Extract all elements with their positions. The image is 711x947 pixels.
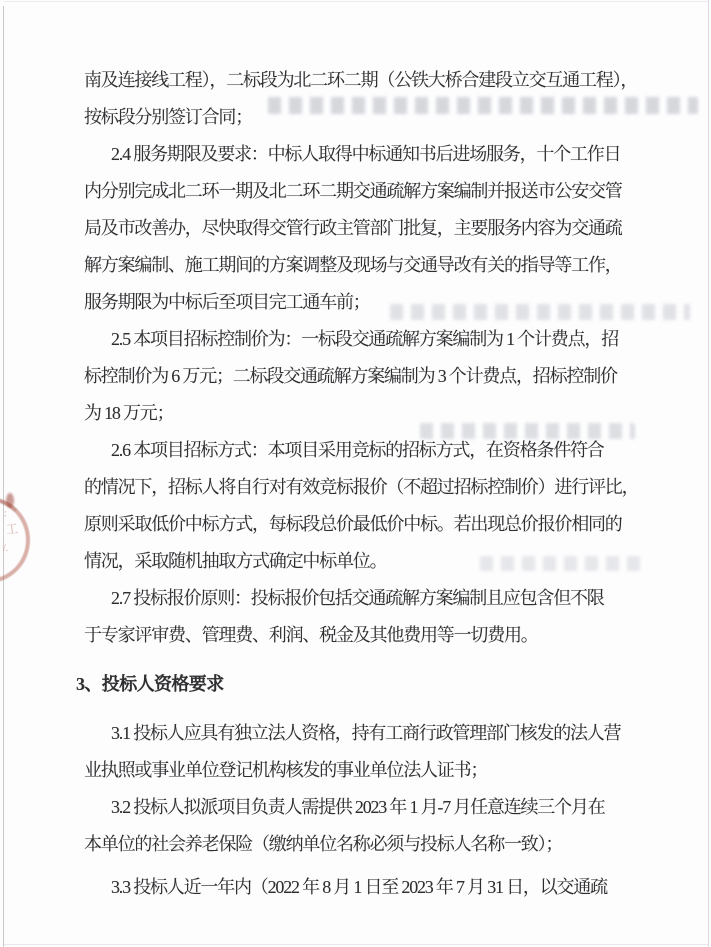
text-line: 为 18 万元； xyxy=(84,403,174,423)
text-line: 情况，采取随机抽取方式确定中标单位。 xyxy=(84,551,387,571)
document-body xyxy=(76,62,684,906)
scan-edge-left xyxy=(3,6,4,947)
text-line: 业执照或事业单位登记机构核发的事业单位法人证书； xyxy=(84,760,488,780)
text-line: 南及连接线工程），二标段为北二环二期（公铁大桥合建段立交互通工程）， xyxy=(84,70,638,90)
text-line: 局及市改善办，尽快取得交管行政主管部门批复，主要服务内容为交通疏 xyxy=(84,218,622,238)
scan-edge-top xyxy=(4,1,708,2)
text-line: 本单位的社会养老保险（缴纳单位名称必须与投标人名称一致）； xyxy=(84,834,563,854)
text-line: 2.7 投标报价原则：投标报价包括交通疏解方案编制且应包含但不限 xyxy=(111,588,604,608)
seal-fragment: ： xyxy=(3,509,13,520)
seal-fragment: /. xyxy=(3,543,9,554)
text-line: 内分别完成北二环一期及北二环二期交通疏解方案编制并报送市公安交管 xyxy=(84,181,622,201)
text-line: 按标段分别签订合同； xyxy=(84,107,252,127)
text-line: 2.6 本项目招标方式：本项目采用竞标的招标方式，在资格条件符合 xyxy=(111,440,604,460)
text-line: 原则采取低价中标方式，每标段总价最低价中标。若出现总价报价相同的 xyxy=(84,514,622,534)
seal-ink-blob xyxy=(6,493,14,508)
scan-edge-bottom xyxy=(4,944,708,945)
text-line: 2.4 服务期限及要求：中标人取得中标通知书后进场服务，十个工作日 xyxy=(111,144,621,164)
text-line: 于专家评审费、管理费、利润、税金及其他费用等一切费用。 xyxy=(84,625,538,645)
text-line: 解方案编制、施工期间的方案调整及现场与交通导改有关的指导等工作， xyxy=(84,255,622,275)
text-line: 3.2 投标人拟派项目负责人需提供 2023 年 1 月-7 月任意连续三个月在 xyxy=(111,797,605,817)
text-line: 服务期限为中标后至项目完工通车前； xyxy=(84,292,370,312)
text-line: 的情况下，招标人将自行对有效竞标报价（不超过招标控制价）进行评比， xyxy=(84,477,639,497)
text-line: 2.5 本项目招标控制价为：一标段交通疏解方案编制为 1 个计费点，招 xyxy=(111,329,618,349)
section-3-heading: 3、投标人资格要求 xyxy=(76,674,224,694)
text-line: 3.3 投标人近一年内（2022 年 8 月 1 日至 2023 年 7 月 31 日，以交通疏 xyxy=(111,877,607,897)
seal-fragment: 工 xyxy=(5,521,19,537)
text-line: 标控制价为 6 万元；二标段交通疏解方案编制为 3 个计费点，招标控制价 xyxy=(84,366,617,386)
text-line: 3.1 投标人应具有独立法人资格，持有工商行政管理部门核发的法人营 xyxy=(111,723,621,743)
scan-edge-right xyxy=(708,0,709,947)
